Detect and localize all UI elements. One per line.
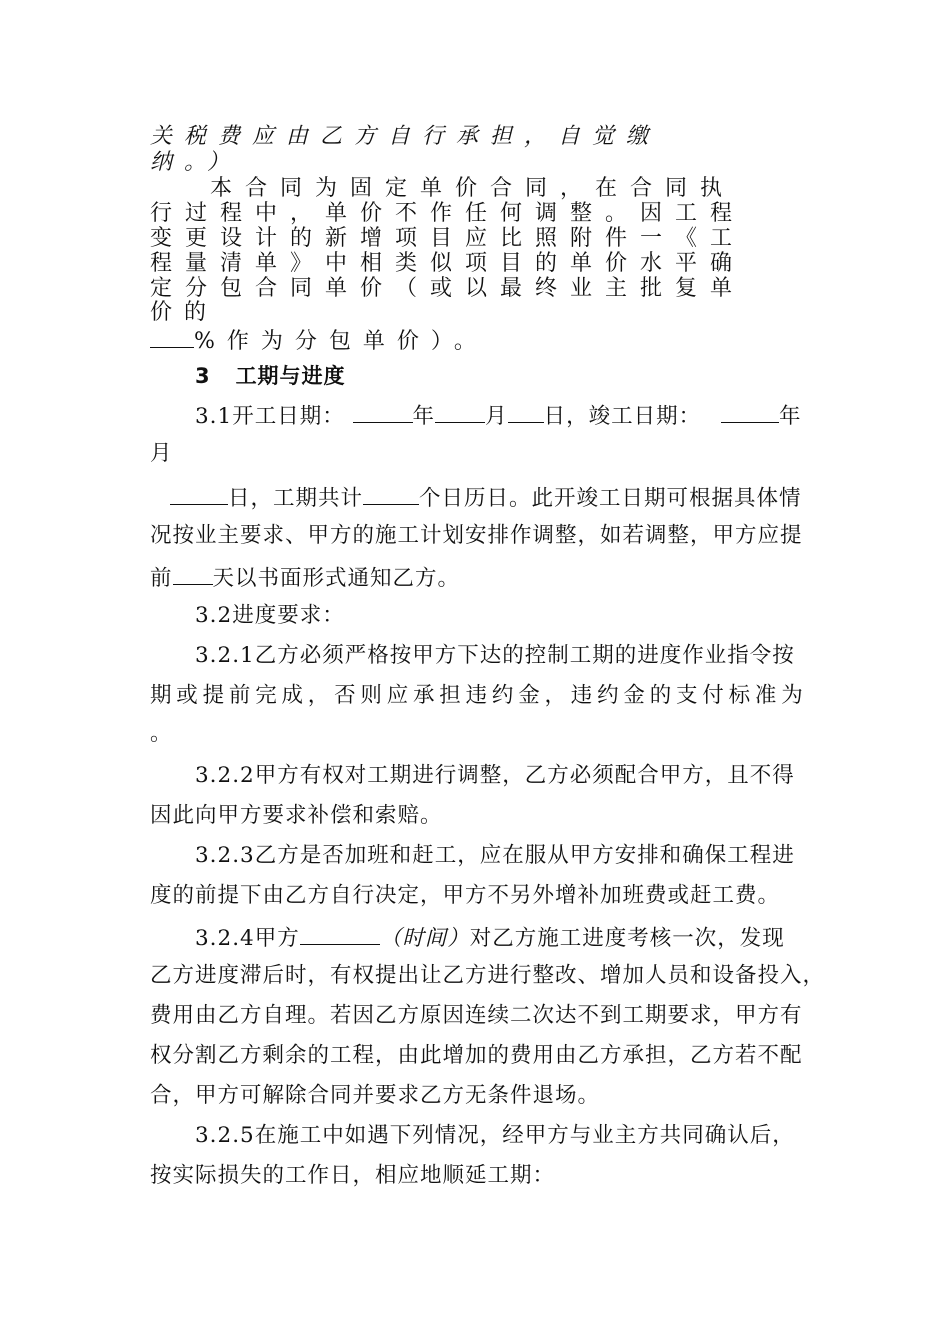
text-line: 费用由乙方自理。若因乙方原因连续二次达不到工期要求，甲方有 (150, 1003, 803, 1028)
text-line: 3.2进度要求： (195, 603, 345, 628)
text-fragment: %作为分包单价）。 (194, 329, 488, 354)
text-line: 况按业主要求、甲方的施工计划安排作调整，如若调整，甲方应提 (150, 523, 803, 548)
heading-text: 工期与进度 (235, 364, 346, 388)
text-line: 乙方进度滞后时，有权提出让乙方进行整改、增加人员和设备投入， (150, 963, 826, 988)
text-fragment: 3.2.4甲方 (195, 926, 300, 951)
text-line (195, 400, 801, 431)
text-fragment: 个日历日。此开竣工日期可根据具体情 (419, 486, 802, 511)
text-line: 期或提前完成，否则应承担违约金，违约金的支付标准为 (150, 683, 808, 708)
text-line: 度的前提下由乙方自行决定，甲方不另外增补加班费或赶工费。 (150, 883, 781, 908)
fill-in-blank[interactable] (721, 400, 779, 423)
fill-in-blank[interactable] (508, 400, 544, 423)
text-line: 按实际损失的工作日，相应地顺延工期： (150, 1163, 556, 1188)
text-fragment: 对乙方施工进度考核一次，发现 (469, 926, 785, 951)
fill-in-blank[interactable] (150, 325, 194, 348)
text-line: 月 (150, 441, 173, 466)
text-line: 3.2.3乙方是否加班和赶工，应在服从甲方安排和确保工程进 (195, 843, 795, 868)
text-fragment: 天以书面形式通知乙方。 (212, 566, 461, 591)
text-line (195, 922, 785, 953)
text-fragment: 月 (485, 404, 508, 429)
text-line: 合，甲方可解除合同并要求乙方无条件退场。 (150, 1083, 601, 1108)
fill-in-blank[interactable] (435, 400, 485, 423)
text-line: 3.2.2甲方有权对工期进行调整，乙方必须配合甲方，且不得 (195, 763, 795, 788)
text-line: 关税费应由乙方自行承担，自觉缴 (150, 124, 661, 149)
text-line: 权分割乙方剩余的工程，由此增加的费用由乙方承担，乙方若不配 (150, 1043, 803, 1068)
text-line: 定分包合同单价（或以最终业主批复单 (150, 276, 746, 301)
fill-in-blank[interactable] (363, 482, 419, 505)
text-line: 本合同为固定单价合同，在合同执 (210, 176, 736, 201)
text-line: 纳。） (150, 150, 242, 175)
section-heading (195, 360, 346, 390)
text-line (150, 325, 488, 355)
fill-in-blank[interactable] (353, 400, 413, 423)
text-line (150, 562, 460, 593)
text-fragment: 日，竣工日期： (543, 404, 702, 429)
text-fragment: 3.1开工日期： (195, 404, 345, 429)
fill-in-blank[interactable] (173, 562, 213, 585)
text-line: 价的 (150, 300, 219, 325)
text-line: 因此向甲方要求补偿和索赔。 (150, 803, 443, 828)
text-line: 变更设计的新增项目应比照附件一《工 (150, 226, 746, 251)
text-fragment: 年 (778, 404, 802, 429)
heading-number: 3 (195, 364, 211, 388)
fill-in-blank[interactable] (300, 922, 380, 945)
fill-in-blank[interactable] (170, 482, 228, 505)
text-line: 。 (150, 721, 173, 746)
text-fragment: 日，工期共计 (228, 486, 364, 511)
text-fragment: 年 (412, 404, 436, 429)
text-line: 3.2.1乙方必须严格按甲方下达的控制工期的进度作业指令按 (195, 643, 795, 668)
text-line: 程量清单》中相类似项目的单价水平确 (150, 251, 746, 276)
text-line: 行过程中，单价不作任何调整。因工程 (150, 201, 746, 226)
text-line (170, 482, 802, 513)
text-line: 3.2.5在施工中如遇下列情况，经甲方与业主方共同确认后， (195, 1123, 795, 1148)
text-fragment: （时间） (379, 926, 470, 951)
text-fragment: 前 (150, 566, 173, 591)
